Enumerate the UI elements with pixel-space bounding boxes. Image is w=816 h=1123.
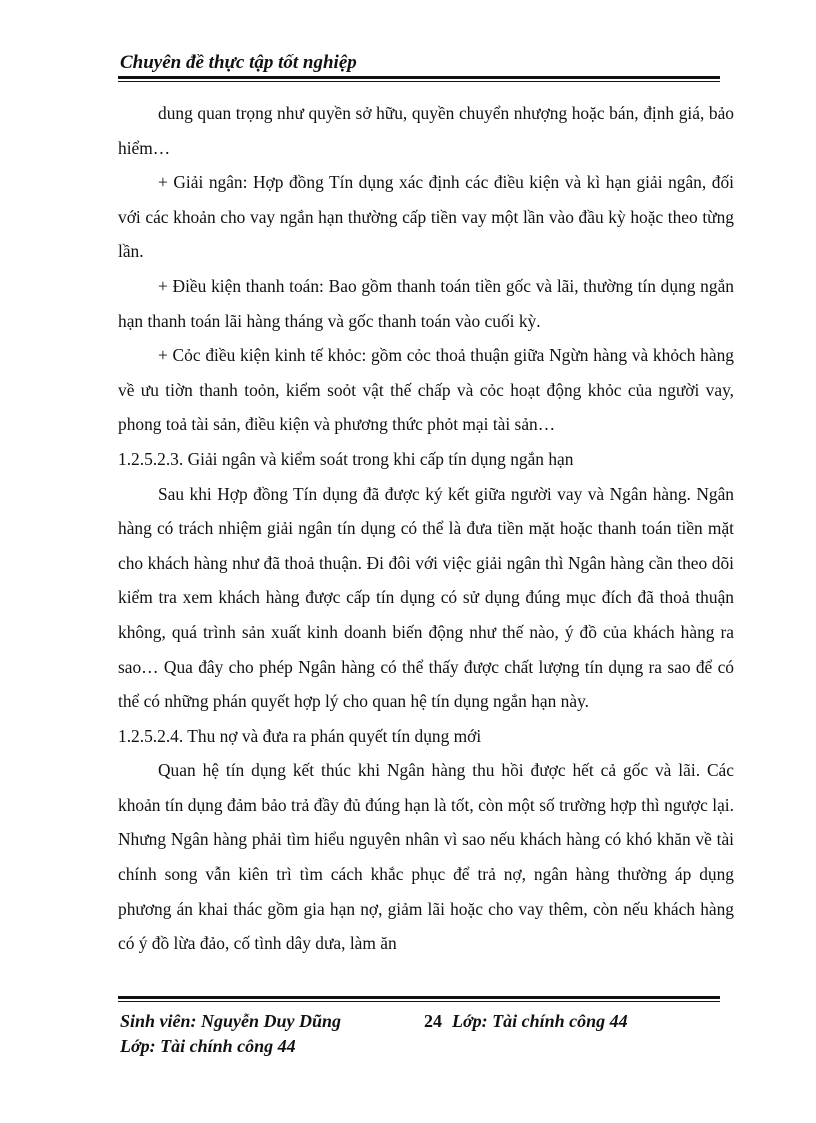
- footer-rule-thick: [118, 996, 720, 999]
- paragraph: Quan hệ tín dụng kết thúc khi Ngân hàng thu hồi được hết cả gốc và lãi. Các khoản tín dụng đảm bảo trả đầy đủ đúng hạn là tốt, còn một số trường hợp thì ngược lại. Nhưng Ngân hàng phải tìm hiểu nguyên nhân vì sao nếu khách hàng có khó khăn về tài chính song vẫn kiên trì tìm cách khắc phục để trả nợ, ngân hàng thường áp dụng phương án khai thác gồm gia hạn nợ, giảm lãi hoặc cho vay thêm, còn nếu khách hàng có ý đồ lừa đảo, cố tình dây dưa, làm ăn: [118, 760, 734, 954]
- section-heading: 1.2.5.2.4. Thu nợ và đưa ra phán quyết tín dụng mới: [118, 725, 482, 746]
- footer-class-right: Lớp: Tài chính công 44: [452, 1011, 628, 1031]
- paragraph: dung quan trọng như quyền sở hữu, quyền chuyển nhượng hoặc bán, định giá, bảo hiểm…: [118, 103, 734, 158]
- paragraph: + Điều kiện thanh toán: Bao gồm thanh toán tiền gốc và lãi, thường tín dụng ngắn hạn thanh toán lãi hàng tháng và gốc thanh toán vào cuối kỳ.: [118, 275, 734, 331]
- footer-left: [120, 1009, 341, 1059]
- header-title: Chuyên đề thực tập tốt nghiệp: [120, 52, 357, 73]
- section-heading: 1.2.5.2.3. Giải ngân và kiểm soát trong khi cấp tín dụng ngắn hạn: [118, 448, 574, 469]
- header-rule-thin: [118, 81, 720, 82]
- page-number: 24: [424, 1011, 442, 1031]
- paragraph: Sau khi Hợp đồng Tín dụng đã được ký kết giữa người vay và Ngân hàng. Ngân hàng có trách nhiệm giải ngân tín dụng có thể là đưa tiền mặt hoặc thanh toán tiền mặt cho khách hàng như đã thoả thuận. Đi đôi với việc giải ngân thì Ngân hàng cần theo dõi kiểm tra xem khách hàng được cấp tín dụng có sử dụng đúng mục đích đã thoả thuận không, quá trình sản xuất kinh doanh biến động như thế nào, ý đồ của khách hàng ra sao… Qua đây cho phép Ngân hàng có thể thấy được chất lượng tín dụng ra sao để có thể có những phán quyết hợp lý cho quan hệ tín dụng ngắn hạn này.: [118, 483, 734, 712]
- paragraph: + Giải ngân: Hợp đồng Tín dụng xác định các điều kiện và kì hạn giải ngân, đối với các khoản cho vay ngắn hạn thường cấp tiền vay một lần vào đầu kỳ hoặc theo từng lần.: [118, 172, 734, 262]
- footer-rule-thin: [118, 1001, 720, 1002]
- footer-class-left: Lớp: Tài chính công 44: [120, 1036, 296, 1056]
- paragraph: + Cỏc điều kiện kinh tế khỏc: gồm cỏc thoả thuận giữa Ngừn hàng và khỏch hàng về ưu tiờn thanh toỏn, kiểm soỏt vật thế chấp và cỏc hoạt động khỏc của người vay, phong toả tài sản, điều kiện và phương thức phỏt mại tài sản…: [118, 345, 734, 435]
- footer-student: Sinh viên: Nguyễn Duy Dũng: [120, 1011, 342, 1031]
- document-body: [118, 96, 734, 961]
- header-rule-thick: [118, 76, 720, 79]
